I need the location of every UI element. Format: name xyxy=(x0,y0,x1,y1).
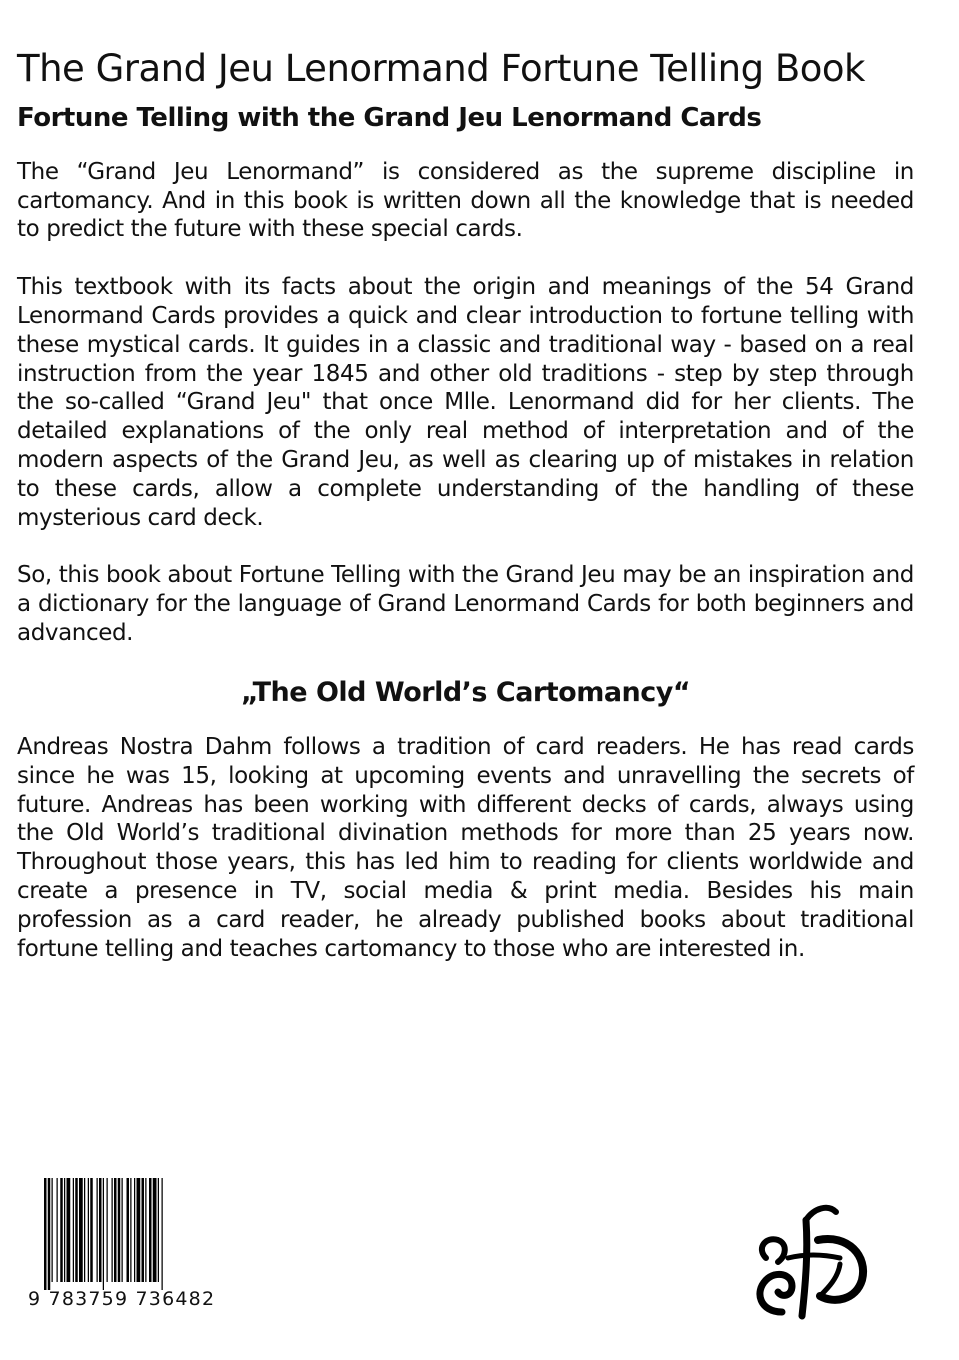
barcode-bar xyxy=(73,1178,74,1282)
barcode-bar xyxy=(84,1178,85,1282)
barcode-bar xyxy=(79,1178,83,1282)
barcode-bar xyxy=(145,1178,146,1282)
barcode-bar xyxy=(153,1178,157,1282)
barcode-bar xyxy=(142,1178,145,1282)
book-title: The Grand Jeu Lenormand Fortune Telling Book xyxy=(17,47,865,90)
barcode-bar xyxy=(75,1178,78,1282)
barcode-bar xyxy=(162,1178,163,1290)
barcode-bar xyxy=(90,1178,93,1282)
barcode-bar xyxy=(44,1178,47,1290)
barcode-bar xyxy=(64,1178,65,1282)
intro-paragraph: The “Grand Jeu Lenormand” is considered as the supreme discipline in cartomancy. And in this book is written down all the knowledge that is needed to predict the future with these special cards. xyxy=(17,158,914,243)
barcode-bar xyxy=(118,1178,121,1282)
barcode-bar xyxy=(48,1178,51,1290)
section-heading: „The Old World’s Cartomancy“ xyxy=(240,676,691,708)
barcode-bar xyxy=(149,1178,152,1282)
barcode-bar xyxy=(107,1178,108,1282)
barcode-bar xyxy=(134,1178,135,1282)
barcode-bar xyxy=(127,1178,130,1282)
barcode-bar xyxy=(67,1178,71,1282)
summary-paragraph: So, this book about Fortune Telling with the Grand Jeu may be an inspiration and a dictionary for the language of Grand Lenormand Cards for both beginners and advanced. xyxy=(17,562,914,646)
barcode-bar xyxy=(122,1178,123,1282)
barcode-bar xyxy=(103,1178,104,1290)
barcode-bar xyxy=(112,1178,113,1282)
barcode-bar xyxy=(158,1178,159,1282)
isbn-barcode xyxy=(28,1178,216,1316)
isbn-number: 9 783759 736482 xyxy=(28,1288,216,1310)
barcode-bar xyxy=(88,1178,89,1282)
barcode-bar xyxy=(97,1178,98,1282)
barcode-bars-icon xyxy=(28,1178,208,1290)
author-monogram-icon xyxy=(748,1200,873,1320)
barcode-bar xyxy=(60,1178,63,1282)
barcode-bar xyxy=(130,1178,131,1282)
book-subtitle: Fortune Telling with the Grand Jeu Lenormand Cards xyxy=(17,102,762,133)
barcode-bar xyxy=(114,1178,117,1282)
barcode-bar xyxy=(52,1178,53,1282)
barcode-bar xyxy=(137,1178,141,1282)
description-paragraph: This textbook with its facts about the origin and meanings of the 54 Grand Lenormand Cards provides a quick and clear introduction to fortune telling with these mystical cards. It guides in a classic and traditional way - based on a real instruction from the year 1845 and other old traditions - step by step through the so-called “Grand Jeu" that once Mlle. Lenormand did for her clients. The detailed explanations of the only real method of interpretation and of the modern aspects of the Grand Jeu, as well as clearing up of mistakes in relation to these cards, allow a complete understanding of the handling of these mysterious card deck. xyxy=(17,274,914,531)
back-cover xyxy=(17,48,914,992)
barcode-bar xyxy=(99,1178,102,1282)
barcode-bar xyxy=(57,1178,58,1282)
author-paragraph: Andreas Nostra Dahm follows a tradition of card readers. He has read cards since he was 15, looking at upcoming events and unravelling the secrets of future. Andreas has been working with different decks of cards, always using the Old World’s traditional divination methods for more than 25 years now. Throughout those years, this has led him to reading for clients worldwide and create a presence in TV, social media & print media. Besides his main profession as a card reader, he already published books about traditional fortune telling and teaches cartomancy to those who are interested in. xyxy=(17,734,914,962)
